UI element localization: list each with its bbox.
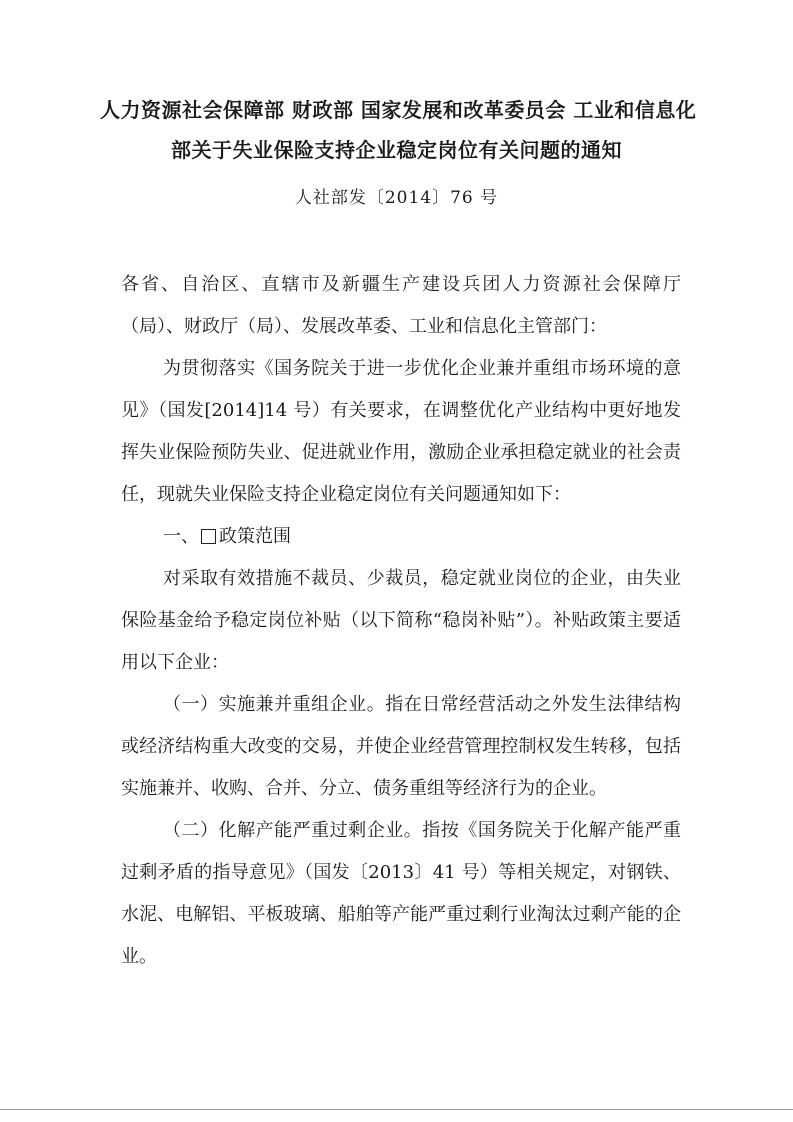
list-item-1: （一）实施兼并重组企业。指在日常经营活动之外发生法律结构或经济结构重大改变的交易，并使企业经营管理控制权发生转移，包括实施兼并、收购、合并、分立、债务重组等经济行为的企业。: [121, 694, 681, 799]
section-1-paragraph: 对采取有效措施不裁员、少裁员，稳定就业岗位的企业，由失业保险基金给予稳定岗位补贴（以下简称“稳岗补贴”）。补贴政策主要适用以下企业：: [121, 568, 681, 673]
empty-box-icon: [201, 529, 216, 544]
title-line-1: 人力资源社会保障部 财政部 国家发展和改革委员会 工业和信息化: [100, 98, 697, 122]
page-bottom-divider: [0, 1109, 793, 1110]
addressee-paragraph: 各省、自治区、直辖市及新疆生产建设兵团人力资源社会保障厅（局）、财政厅（局）、发展改革委、工业和信息化主管部门：: [121, 274, 681, 337]
intro-paragraph: 为贯彻落实《国务院关于进一步优化企业兼并重组市场环境的意见》（国发[2014]14 号）有关要求，在调整优化产业结构中更好地发挥失业保险预防失业、促进就业作用，激励企业承担稳定就业的社会责任，现就失业保险支持企业稳定岗位有关问题通知如下：: [121, 358, 681, 505]
document-number: 人社部发〔2014〕76 号: [294, 188, 499, 208]
section-number: 一、: [163, 526, 199, 547]
document-body: [121, 264, 681, 978]
title-line-2: 部关于失业保险支持企业稳定岗位有关问题的通知: [171, 138, 622, 162]
section-heading-text: 政策范围: [219, 526, 291, 547]
document-title: [100, 90, 697, 170]
section-heading-1: [121, 516, 681, 558]
list-item-2: （二）化解产能严重过剩企业。指按《国务院关于化解产能严重过剩矛盾的指导意见》（国发〔2013〕41 号）等相关规定，对钢铁、水泥、电解铝、平板玻璃、船舶等产能严重过剩行业淘汰过剩产能的企业。: [121, 820, 681, 967]
